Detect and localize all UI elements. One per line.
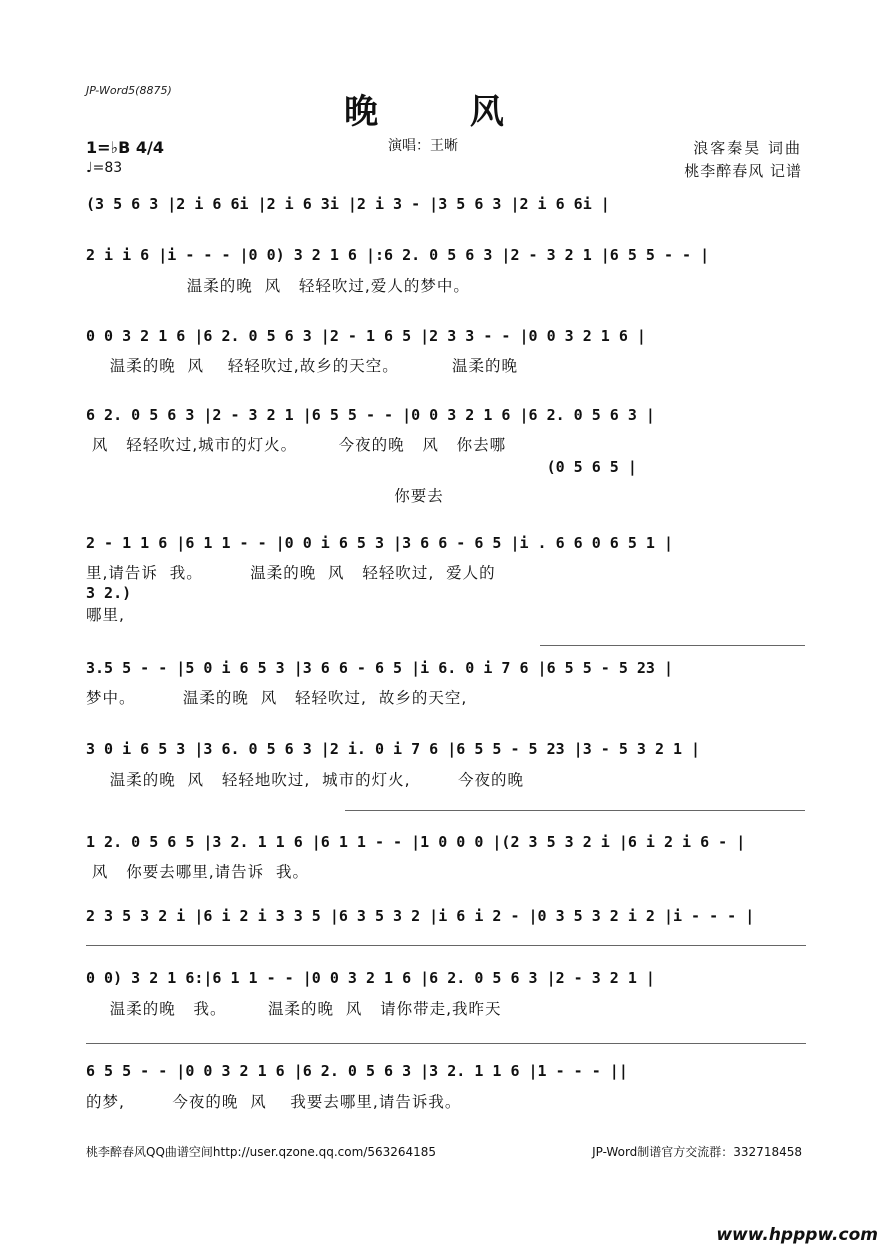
volta-line [540, 645, 805, 646]
lyric-row: 温柔的晚 我。 温柔的晚 风 请你带走,我昨天 [86, 1000, 502, 1018]
volta-line [86, 945, 806, 946]
lyric-row: 风 轻轻吹过,城市的灯火。 今夜的晚 风 你去哪 [86, 436, 507, 454]
lyric-row: 温柔的晚 风 轻轻吹过,爱人的梦中。 [86, 277, 470, 295]
notation-row: (0 5 6 5 | [86, 458, 637, 476]
notation-row: 3.5 5 - - |5 0 i 6 5 3 |3 6 6 - 6 5 |i 6. 0 i 7 6 |6 5 5 - 5 23 | [86, 659, 673, 677]
notation-row: (3 5 6 3 |2 i 6 6i |2 i 6 3i |2 i 3 - |3 5 6 3 |2 i 6 6i | [86, 195, 610, 213]
volta-line [86, 1043, 806, 1044]
lyric-row: 哪里, [86, 606, 125, 624]
lyric-row: 你要去 [86, 487, 444, 505]
lyric-row: 里,请告诉 我。 温柔的晚 风 轻轻吹过, 爱人的 [86, 564, 496, 582]
lyric-row: 的梦, 今夜的晚 风 我要去哪里,请告诉我。 [86, 1093, 462, 1111]
lyric-row: 风 你要去哪里,请告诉 我。 [86, 863, 309, 881]
song-title: 晚 风 [344, 92, 544, 132]
notation-credit: 桃李醉春风 记谱 [684, 162, 802, 180]
footer-space-link: 桃李醉春风QQ曲谱空间http://user.qzone.qq.com/563264185 [86, 1145, 437, 1159]
notation-row: 2 i i 6 |i - - - |0 0) 3 2 1 6 |:6 2. 0 5 6 3 |2 - 3 2 1 |6 5 5 - - | [86, 246, 710, 264]
notation-row: 6 5 5 - - |0 0 3 2 1 6 |6 2. 0 5 6 3 |3 2. 1 1 6 |1 - - - || [86, 1062, 628, 1080]
lyric-row: 温柔的晚 风 轻轻吹过,故乡的天空。 温柔的晚 [86, 357, 519, 375]
singer-credit: 演唱：王晰 [388, 138, 458, 154]
notation-row: 3 0 i 6 5 3 |3 6. 0 5 6 3 |2 i. 0 i 7 6 |6 5 5 - 5 23 |3 - 5 3 2 1 | [86, 740, 701, 758]
software-watermark: JP-Word5(8875) [86, 84, 172, 97]
lyric-row: 温柔的晚 风 轻轻地吹过, 城市的灯火, 今夜的晚 [86, 771, 524, 789]
lyric-row: 梦中。 温柔的晚 风 轻轻吹过, 故乡的天空, [86, 689, 468, 707]
notation-row: 0 0) 3 2 1 6:|6 1 1 - - |0 0 3 2 1 6 |6 2. 0 5 6 3 |2 - 3 2 1 | [86, 969, 655, 987]
notation-row: 2 - 1 1 6 |6 1 1 - - |0 0 i 6 5 3 |3 6 6 - 6 5 |i . 6 6 0 6 5 1 | [86, 534, 673, 552]
notation-row: 1 2. 0 5 6 5 |3 2. 1 1 6 |6 1 1 - - |1 0 0 0 |(2 3 5 3 2 i |6 i 2 i 6 - | [86, 833, 746, 851]
key-signature: 1=♭B 4/4 [86, 138, 164, 157]
lyrics-composer-credit: 浪客秦昊 词曲 [693, 139, 802, 157]
notation-row: 0 0 3 2 1 6 |6 2. 0 5 6 3 |2 - 1 6 5 |2 3 3 - - |0 0 3 2 1 6 | [86, 327, 646, 345]
notation-row: 3 2.) [86, 584, 132, 602]
footer-group-info: JP-Word制谱官方交流群：332718458 [592, 1145, 802, 1159]
notation-row: 6 2. 0 5 6 3 |2 - 3 2 1 |6 5 5 - - |0 0 3 2 1 6 |6 2. 0 5 6 3 | [86, 406, 655, 424]
tempo-marking: ♩=83 [86, 160, 123, 176]
volta-line [345, 810, 805, 811]
notation-row: 2 3 5 3 2 i |6 i 2 i 3 3 5 |6 3 5 3 2 |i 6 i 2 - |0 3 5 3 2 i 2 |i - - - | [86, 907, 755, 925]
site-watermark: www.hpppw.com [716, 1225, 878, 1245]
